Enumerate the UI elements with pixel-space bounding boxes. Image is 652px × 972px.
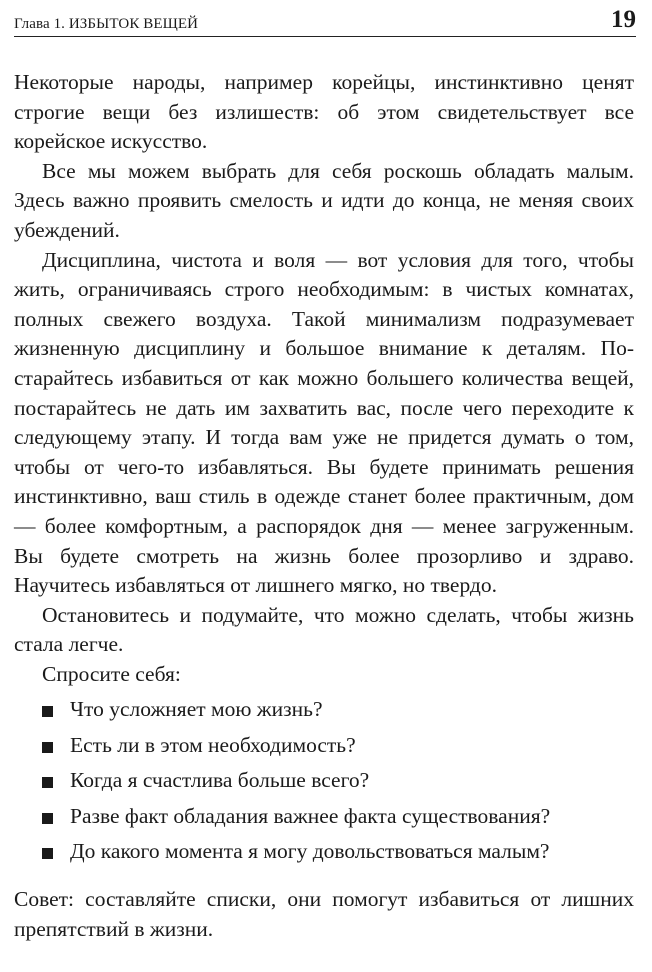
body-text [14, 68, 634, 944]
list-item [14, 802, 634, 838]
square-bullet-icon [42, 848, 53, 859]
paragraph: Спросите себя: [42, 661, 181, 686]
question-list [14, 695, 634, 873]
paragraph: Остановитесь и подумайте, что можно сделать, чтобы жизнь стала легче. [14, 602, 634, 657]
page-number: 19 [611, 6, 636, 33]
list-item-text: Разве факт обладания важнее факта существования? [70, 803, 551, 828]
list-item [14, 766, 634, 802]
list-item [14, 837, 634, 873]
running-head: Глава 1. ИЗБЫТОК ВЕЩЕЙ [14, 16, 199, 32]
paragraph: Все мы можем выбрать для себя роскошь обладать малым. Здесь важно проявить смелость и идти до конца, не меняя своих убеждений. [14, 158, 634, 242]
page-header [14, 8, 636, 37]
paragraph: Дисциплина, чистота и воля — вот условия для того, чтобы жить, ограничиваясь строго необходимым: в чистых комнатах, полных свежего воздуха. Такой минимализм подразумевает жизненную дисциплину и большое внимание к деталям. Постарайтесь избавиться от как можно большего количества вещей, постарайтесь не дать им захватить вас, после чего переходите к следующему этапу. И тогда вам уже не придется думать о том, чтобы от чего-то избавляться. Вы будете принимать решения инстинктивно, ваш стиль в одежде станет более практичным, дом — более комфортным, а распорядок дня — менее загруженным. Вы будете смотреть на жизнь более прозорливо и здраво. Научитесь избавляться от лишнего мягко, но твердо. [14, 247, 634, 598]
square-bullet-icon [42, 706, 53, 717]
square-bullet-icon [42, 777, 53, 788]
paragraph: Некоторые народы, например корейцы, инстинктивно ценят строгие вещи без излишеств: об этом свидетельствует все корейское искусство. [14, 70, 634, 154]
list-item [14, 695, 634, 731]
square-bullet-icon [42, 742, 53, 753]
list-item-text: Когда я счастлива больше всего? [70, 768, 370, 793]
list-item-text: До какого момента я могу довольствоваться малым? [70, 839, 550, 864]
list-item-text: Что усложняет мою жизнь? [70, 697, 323, 722]
square-bullet-icon [42, 813, 53, 824]
advice-paragraph: Совет: составляйте списки, они помогут избавиться от лишних препятствий в жизни. [14, 886, 634, 941]
list-item [14, 731, 634, 767]
list-item-text: Есть ли в этом необходимость? [70, 732, 356, 757]
